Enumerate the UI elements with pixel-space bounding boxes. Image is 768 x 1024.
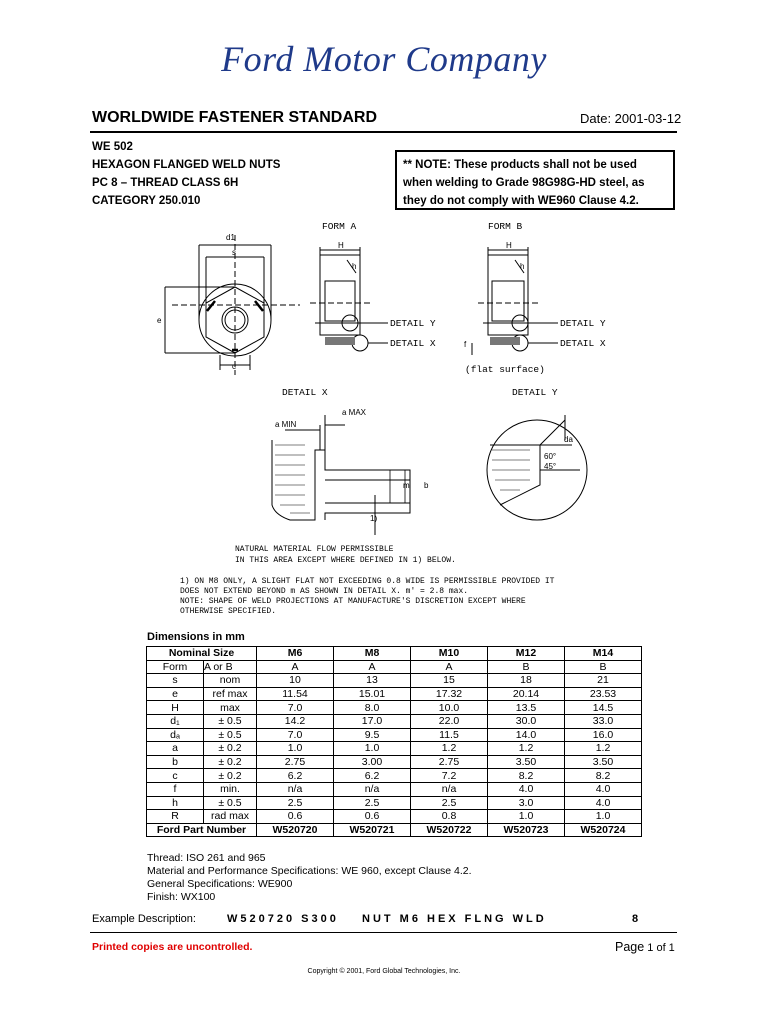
table-row (147, 701, 642, 715)
table-header-row (147, 647, 642, 661)
cell: 3.0 (488, 796, 565, 810)
row-tolerance: min. (204, 782, 257, 796)
specifications (147, 852, 472, 904)
callout-detail-x-a: DETAIL X (390, 338, 436, 349)
row-tolerance: ± 0.2 (204, 742, 257, 756)
company-logo: Ford Motor Company (221, 39, 547, 79)
row-symbol: c (147, 769, 204, 783)
copyright: Copyright © 2001, Ford Global Technologies, Inc. (307, 968, 461, 975)
footnote-line-2: DOES NOT EXTEND BEYOND m AS SHOWN IN DETAIL X. m' = 2.8 max. (180, 587, 469, 596)
dim-f: f (464, 340, 467, 349)
detail-x-view (272, 415, 410, 535)
header-divider (90, 131, 677, 133)
spec-thread: Thread: ISO 261 and 965 (147, 852, 266, 864)
cell: 4.0 (488, 782, 565, 796)
flat-surface-label: (flat surface) (465, 364, 545, 375)
dimensions-caption: Dimensions in mm (147, 631, 245, 643)
cell: B (488, 660, 565, 674)
form-b-view (472, 247, 558, 355)
cell: 14.5 (565, 701, 642, 715)
part-number-label: Ford Part Number (147, 823, 257, 837)
cell: 4.0 (565, 796, 642, 810)
row-symbol: f (147, 782, 204, 796)
cell: A (257, 660, 334, 674)
page-word: Page (615, 940, 645, 954)
dim-small-h-form-a: h (352, 262, 357, 271)
cell: 1.2 (565, 742, 642, 756)
cell: 20.14 (488, 687, 565, 701)
cell: 14.2 (257, 714, 334, 728)
document-date: Date: 2001-03-12 (580, 111, 682, 126)
dim-h-form-b: H (506, 241, 512, 250)
form-a-label: FORM A (322, 221, 357, 232)
header-m10: M10 (411, 647, 488, 661)
note-line-3: they do not comply with WE960 Clause 4.2. (403, 195, 639, 207)
table-row (147, 782, 642, 796)
example-number: 8 (632, 913, 639, 925)
cell: 7.0 (257, 701, 334, 715)
dim-da: da (564, 435, 573, 444)
cell: 1.0 (334, 742, 411, 756)
cell: 2.5 (334, 796, 411, 810)
cell: 1.2 (411, 742, 488, 756)
table-row (147, 674, 642, 688)
table-row (147, 714, 642, 728)
row-symbol: e (147, 687, 204, 701)
callout-detail-y-a: DETAIL Y (390, 318, 436, 329)
cell: 14.0 (488, 728, 565, 742)
cell: 10 (257, 674, 334, 688)
callout-detail-y-b: DETAIL Y (560, 318, 606, 329)
dim-a-min: a MIN (275, 420, 297, 429)
row-tolerance: ± 0.5 (204, 728, 257, 742)
row-symbol: R (147, 810, 204, 824)
row-symbol: a (147, 742, 204, 756)
cell: 1.0 (565, 810, 642, 824)
form-a-view (310, 247, 388, 351)
technical-drawing (120, 215, 640, 616)
cell: 0.6 (257, 810, 334, 824)
cell: 11.5 (411, 728, 488, 742)
spec-general: General Specifications: WE900 (147, 878, 293, 890)
cell: 7.2 (411, 769, 488, 783)
cell: 3.00 (334, 755, 411, 769)
dim-d1: d1 (226, 233, 235, 242)
cell: 1.0 (488, 810, 565, 824)
cell: 1.0 (257, 742, 334, 756)
cell: 6.2 (257, 769, 334, 783)
table-row (147, 728, 642, 742)
cell: 2.75 (411, 755, 488, 769)
row-tolerance: max (204, 701, 257, 715)
part-number-row (147, 823, 642, 837)
cell: 30.0 (488, 714, 565, 728)
cell: 3.50 (488, 755, 565, 769)
cell: n/a (257, 782, 334, 796)
example-description: NUT M6 HEX FLNG WLD (362, 913, 547, 925)
row-tolerance: ± 0.2 (204, 769, 257, 783)
part-number: W520721 (334, 823, 411, 837)
product-code: WE 502 (92, 141, 133, 153)
row-symbol: H (147, 701, 204, 715)
example-label: Example Description: (92, 913, 196, 925)
cell: A (411, 660, 488, 674)
cell: 23.53 (565, 687, 642, 701)
form-b-label: FORM B (488, 221, 523, 232)
footnote-marker: 1) (370, 514, 378, 523)
spec-finish: Finish: WX100 (147, 891, 216, 903)
cell: 6.2 (334, 769, 411, 783)
dim-h-form-a: H (338, 241, 344, 250)
header-m12: M12 (488, 647, 565, 661)
footnote-line-3: NOTE: SHAPE OF WELD PROJECTIONS AT MANUFACTURE'S DISCRETION EXCEPT WHERE (180, 597, 526, 606)
row-symbol: dₐ (147, 728, 204, 742)
cell: n/a (334, 782, 411, 796)
spec-material: Material and Performance Specifications: WE 960, except Clause 4.2. (147, 865, 472, 877)
page-total: of 1 (656, 942, 675, 954)
dimensions-table (146, 646, 642, 837)
cell: 2.75 (257, 755, 334, 769)
footer-divider (90, 932, 677, 933)
cell: 0.8 (411, 810, 488, 824)
dim-e: e (157, 316, 162, 325)
cell: 1.2 (488, 742, 565, 756)
angle-45: 45° (544, 462, 557, 471)
detail-y-view (487, 415, 587, 520)
header-m6: M6 (257, 647, 334, 661)
cell: 18 (488, 674, 565, 688)
flow-note-2: IN THIS AREA EXCEPT WHERE DEFINED IN 1) BELOW. (235, 556, 456, 565)
table-row (147, 687, 642, 701)
row-tolerance: ± 0.5 (204, 714, 257, 728)
cell: 2.5 (411, 796, 488, 810)
dim-a-max: a MAX (342, 408, 367, 417)
row-tolerance: ref max (204, 687, 257, 701)
row-symbol: h (147, 796, 204, 810)
angle-60: 60° (544, 452, 557, 461)
table-row (147, 769, 642, 783)
row-symbol: b (147, 755, 204, 769)
footnote-line-4: OTHERWISE SPECIFIED. (180, 607, 277, 616)
flow-note-1: NATURAL MATERIAL FLOW PERMISSIBLE (235, 545, 394, 554)
cell: A (334, 660, 411, 674)
cell: 8.0 (334, 701, 411, 715)
cell: 10.0 (411, 701, 488, 715)
dim-s: s (232, 248, 236, 257)
cell: 7.0 (257, 728, 334, 742)
cell: 17.32 (411, 687, 488, 701)
page-indicator (615, 940, 675, 954)
cell: 0.6 (334, 810, 411, 824)
cell: 9.5 (334, 728, 411, 742)
table-row (147, 755, 642, 769)
cell: 2.5 (257, 796, 334, 810)
cell: 13 (334, 674, 411, 688)
dim-small-h-form-b: h (520, 262, 525, 271)
cell: 17.0 (334, 714, 411, 728)
cell: 13.5 (488, 701, 565, 715)
cell: 33.0 (565, 714, 642, 728)
page-number: 1 (647, 942, 654, 954)
cell: 15.01 (334, 687, 411, 701)
note-line-2: when welding to Grade 98G98G-HD steel, as (403, 177, 645, 189)
row-tolerance: A or B (204, 660, 257, 674)
cell: 8.2 (565, 769, 642, 783)
callout-detail-x-b: DETAIL X (560, 338, 606, 349)
uncontrolled-warning: Printed copies are uncontrolled. (92, 941, 253, 953)
product-category: CATEGORY 250.010 (92, 195, 201, 207)
part-number: W520722 (411, 823, 488, 837)
footnote-line-1: 1) ON M8 ONLY, A SLIGHT FLAT NOT EXCEEDING 0.8 WIDE IS PERMISSIBLE PROVIDED IT (180, 577, 555, 586)
dim-b: b (424, 481, 429, 490)
row-tolerance: nom (204, 674, 257, 688)
row-tolerance: ± 0.5 (204, 796, 257, 810)
table-row (147, 810, 642, 824)
row-symbol: d₁ (147, 714, 204, 728)
part-number: W520723 (488, 823, 565, 837)
dim-m: m (403, 481, 410, 490)
part-number: W520724 (565, 823, 642, 837)
table-row (147, 660, 642, 674)
note-line-1: ** NOTE: These products shall not be used (403, 159, 637, 171)
cell: 3.50 (565, 755, 642, 769)
row-symbol: Form (147, 660, 204, 674)
cell: 8.2 (488, 769, 565, 783)
header-m14: M14 (565, 647, 642, 661)
detail-x-title: DETAIL X (282, 387, 328, 398)
part-number: W520720 (257, 823, 334, 837)
example-code: W520720 S300 (227, 913, 339, 925)
cell: B (565, 660, 642, 674)
cell: 16.0 (565, 728, 642, 742)
warning-note (395, 150, 675, 210)
cell: 21 (565, 674, 642, 688)
cell: 11.54 (257, 687, 334, 701)
cell: 4.0 (565, 782, 642, 796)
table-row (147, 796, 642, 810)
cell: n/a (411, 782, 488, 796)
detail-y-title: DETAIL Y (512, 387, 558, 398)
table-row (147, 742, 642, 756)
row-symbol: s (147, 674, 204, 688)
dim-c: c (232, 362, 236, 371)
row-tolerance: rad max (204, 810, 257, 824)
standard-title: WORLDWIDE FASTENER STANDARD (92, 109, 378, 126)
row-tolerance: ± 0.2 (204, 755, 257, 769)
product-name: HEXAGON FLANGED WELD NUTS (92, 159, 281, 171)
cell: 22.0 (411, 714, 488, 728)
header-nominal-size: Nominal Size (147, 647, 257, 661)
product-class: PC 8 – THREAD CLASS 6H (92, 177, 239, 189)
product-info (92, 138, 280, 210)
cell: 15 (411, 674, 488, 688)
header-m8: M8 (334, 647, 411, 661)
